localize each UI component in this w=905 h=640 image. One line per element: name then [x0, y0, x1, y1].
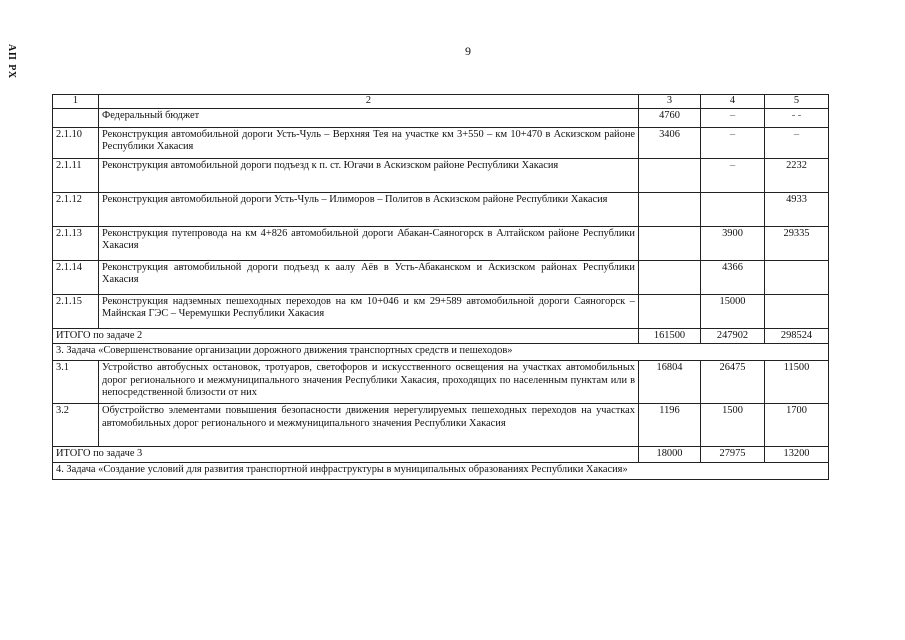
- header-cell: 1: [53, 95, 99, 109]
- value-col5: [765, 260, 829, 294]
- value-col4: –: [701, 108, 765, 127]
- value-col4: 4366: [701, 260, 765, 294]
- task-heading: 4. Задача «Создание условий для развития транспортной инфраструктуры в муниципальных образованиях Республики Хакасия»: [53, 462, 829, 479]
- value-col3: [639, 158, 701, 192]
- total-col4: 27975: [701, 447, 765, 463]
- value-col5: - -: [765, 108, 829, 127]
- total-row: [53, 328, 829, 344]
- table-row: [53, 158, 829, 192]
- value-col5: –: [765, 127, 829, 158]
- value-col3: 4760: [639, 108, 701, 127]
- table-row: [53, 108, 829, 127]
- total-row: [53, 447, 829, 463]
- page-number: 9: [465, 44, 471, 58]
- item-code: 2.1.11: [53, 158, 99, 192]
- table-header-row: [53, 95, 829, 109]
- item-description: Реконструкция надземных пешеходных переходов на км 10+046 и км 29+589 автомобильной дороги Саяногорск – Майнская ГЭС – Черемушки Республики Хакасия: [99, 294, 639, 328]
- value-col5: 4933: [765, 192, 829, 226]
- table-row: [53, 294, 829, 328]
- value-col3: 16804: [639, 361, 701, 404]
- item-description: Реконструкция автомобильной дороги Усть-Чуль – Илиморов – Политов в Аскизском районе Республики Хакасия: [99, 192, 639, 226]
- item-code: 2.1.13: [53, 226, 99, 260]
- value-col4: 15000: [701, 294, 765, 328]
- total-col3: 18000: [639, 447, 701, 463]
- value-col3: 3406: [639, 127, 701, 158]
- table-row: [53, 226, 829, 260]
- value-col3: [639, 260, 701, 294]
- value-col4: –: [701, 158, 765, 192]
- header-cell: 5: [765, 95, 829, 109]
- value-col3: [639, 192, 701, 226]
- value-col3: [639, 226, 701, 260]
- task-heading-row: [53, 344, 829, 361]
- item-code: 2.1.15: [53, 294, 99, 328]
- total-col5: 298524: [765, 328, 829, 344]
- item-code: 2.1.14: [53, 260, 99, 294]
- total-col5: 13200: [765, 447, 829, 463]
- item-code: 2.1.12: [53, 192, 99, 226]
- value-col3: [639, 294, 701, 328]
- item-description: Федеральный бюджет: [99, 108, 639, 127]
- table-row: [53, 192, 829, 226]
- value-col5: 2232: [765, 158, 829, 192]
- value-col4: –: [701, 127, 765, 158]
- total-col3: 161500: [639, 328, 701, 344]
- table-row: [53, 260, 829, 294]
- item-code: 3.2: [53, 404, 99, 447]
- task-heading-row: [53, 462, 829, 479]
- item-code: 2.1.10: [53, 127, 99, 158]
- item-description: Реконструкция автомобильной дороги Усть-Чуль – Верхняя Тея на участке км 3+550 – км 10+470 в Аскизском районе Республики Хакасия: [99, 127, 639, 158]
- header-cell: 2: [99, 95, 639, 109]
- budget-table: [52, 94, 829, 480]
- value-col5: 29335: [765, 226, 829, 260]
- item-description: Реконструкция путепровода на км 4+826 автомобильной дороги Абакан-Саяногорск в Алтайском районе Республики Хакасия: [99, 226, 639, 260]
- table-row: [53, 127, 829, 158]
- value-col4: [701, 192, 765, 226]
- item-code: 3.1: [53, 361, 99, 404]
- value-col4: 3900: [701, 226, 765, 260]
- item-code: [53, 108, 99, 127]
- total-col4: 247902: [701, 328, 765, 344]
- item-description: Реконструкция автомобильной дороги подъезд к п. ст. Югачи в Аскизском районе Республики Хакасия: [99, 158, 639, 192]
- item-description: Обустройство элементами повышения безопасности движения нерегулируемых пешеходных переходов на участках автомобильных дорог регионального и межмуниципального значения Республики Хакасия: [99, 404, 639, 447]
- value-col3: 1196: [639, 404, 701, 447]
- item-description: Реконструкция автомобильной дороги подъезд к аалу Аёв в Усть-Абаканском и Аскизском районах Республики Хакасия: [99, 260, 639, 294]
- document-side-label: АП РХ: [6, 44, 17, 80]
- total-label: ИТОГО по задаче 2: [53, 328, 639, 344]
- table-row: [53, 361, 829, 404]
- value-col4: 1500: [701, 404, 765, 447]
- header-cell: 3: [639, 95, 701, 109]
- total-label: ИТОГО по задаче 3: [53, 447, 639, 463]
- task-heading: 3. Задача «Совершенствование организации дорожного движения транспортных средств и пешеходов»: [53, 344, 829, 361]
- value-col5: 1700: [765, 404, 829, 447]
- value-col5: [765, 294, 829, 328]
- table-row: [53, 404, 829, 447]
- value-col5: 11500: [765, 361, 829, 404]
- item-description: Устройство автобусных остановок, тротуаров, светофоров и искусственного освещения на участках автомобильных дорог регионального и межмуниципального значения Республики Хакасия, проходящих по населенным пунктам или в непосредственной близости от них: [99, 361, 639, 404]
- value-col4: 26475: [701, 361, 765, 404]
- header-cell: 4: [701, 95, 765, 109]
